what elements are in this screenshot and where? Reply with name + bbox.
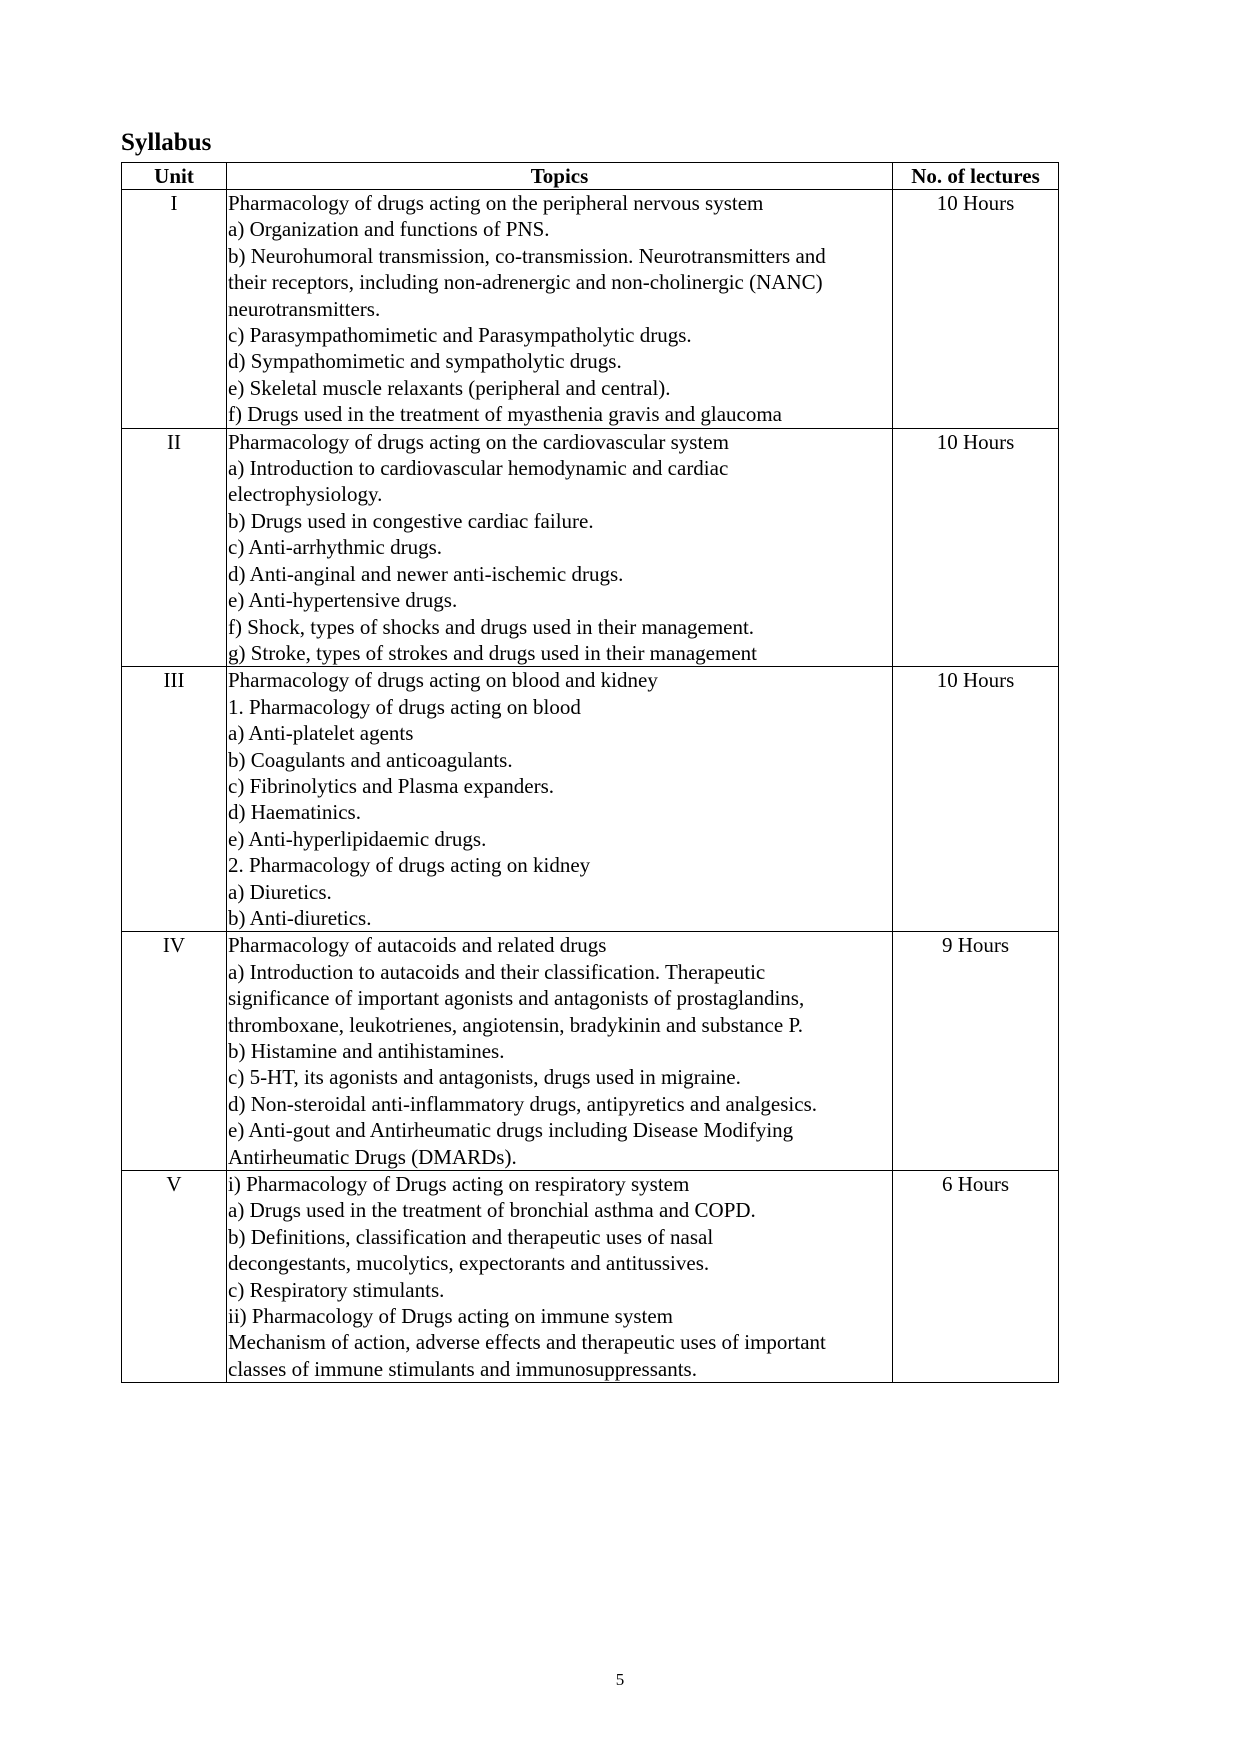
topic-line: b) Histamine and antihistamines. — [228, 1039, 505, 1063]
topic-line: e) Anti-gout and Antirheumatic drugs including Disease Modifying — [228, 1118, 794, 1143]
topic-line: c) Fibrinolytics and Plasma expanders. — [228, 773, 555, 798]
topic-line: 1. Pharmacology of drugs acting on blood — [228, 694, 581, 719]
topic-line: a) Anti-platelet agents — [228, 721, 414, 746]
table-header-row — [122, 163, 1059, 190]
topic-line: Antirheumatic Drugs (DMARDs). — [228, 1144, 517, 1169]
topic-line: Pharmacology of drugs acting on the cardiovascular system — [228, 429, 729, 454]
topics-header: Topics — [227, 163, 893, 190]
topic-line: a) Introduction to autacoids and their classification. Therapeutic — [228, 959, 766, 984]
topics-cell — [227, 190, 893, 429]
topic-line: a) Diuretics. — [228, 879, 332, 904]
topic-line: classes of immune stimulants and immunosuppressants. — [228, 1356, 697, 1381]
topic-line: b) Drugs used in congestive cardiac failure. — [228, 508, 594, 533]
lectures-cell: 6 Hours — [893, 1171, 1059, 1383]
topic-line: c) Respiratory stimulants. — [228, 1277, 445, 1302]
table-row — [122, 1171, 1059, 1383]
topic-line: e) Anti-hypertensive drugs. — [228, 588, 458, 613]
lectures-header: No. of lectures — [893, 163, 1059, 190]
unit-cell: I — [122, 190, 227, 429]
syllabus-table — [121, 162, 1059, 1383]
lectures-cell: 9 Hours — [893, 932, 1059, 1171]
topic-line: b) Definitions, classification and therapeutic uses of nasal — [228, 1224, 714, 1249]
topic-line: electrophysiology. — [228, 482, 383, 507]
topic-line: d) Sympathomimetic and sympatholytic drugs. — [228, 349, 622, 374]
topic-line: d) Haematinics. — [228, 800, 361, 825]
topic-line: e) Skeletal muscle relaxants (peripheral and central). — [228, 375, 671, 400]
topic-line: a) Drugs used in the treatment of bronchial asthma and COPD. — [228, 1198, 756, 1223]
topic-line: a) Organization and functions of PNS. — [228, 217, 550, 242]
topics-cell — [227, 932, 893, 1171]
unit-cell: V — [122, 1171, 227, 1383]
topic-line: d) Non-steroidal anti-inflammatory drugs, antipyretics and analgesics. — [228, 1091, 817, 1116]
topic-line: a) Introduction to cardiovascular hemodynamic and cardiac — [228, 456, 729, 481]
unit-cell: II — [122, 428, 227, 667]
table-row — [122, 190, 1059, 429]
topic-line: Mechanism of action, adverse effects and therapeutic uses of important — [228, 1330, 826, 1355]
lectures-cell: 10 Hours — [893, 667, 1059, 932]
topic-line: ii) Pharmacology of Drugs acting on immune system — [228, 1304, 674, 1329]
topics-cell — [227, 667, 893, 932]
table-row — [122, 932, 1059, 1171]
topics-cell — [227, 428, 893, 667]
lectures-cell: 10 Hours — [893, 190, 1059, 429]
topic-line: b) Neurohumoral transmission, co-transmission. Neurotransmitters and — [228, 243, 826, 268]
topic-line: their receptors, including non-adrenergic and non-cholinergic (NANC) — [228, 270, 823, 295]
topic-line: c) 5-HT, its agonists and antagonists, drugs used in migraine. — [228, 1065, 741, 1090]
topic-line: Pharmacology of drugs acting on blood and kidney — [228, 668, 658, 693]
table-row — [122, 428, 1059, 667]
lectures-cell: 10 Hours — [893, 428, 1059, 667]
unit-cell: III — [122, 667, 227, 932]
topic-line: 2. Pharmacology of drugs acting on kidney — [228, 853, 591, 878]
topic-line: Pharmacology of autacoids and related drugs — [228, 933, 607, 958]
topic-line: i) Pharmacology of Drugs acting on respiratory system — [228, 1172, 690, 1197]
topics-cell — [227, 1171, 893, 1383]
page-title: Syllabus — [121, 129, 212, 156]
unit-cell: IV — [122, 932, 227, 1171]
table-row — [122, 667, 1059, 932]
syllabus-table-body — [122, 190, 1059, 1383]
topic-line: Pharmacology of drugs acting on the peripheral nervous system — [228, 191, 764, 215]
topic-line: f) Drugs used in the treatment of myasthenia gravis and glaucoma — [228, 402, 782, 427]
page-number: 5 — [615, 1670, 625, 1689]
topic-line: c) Anti-arrhythmic drugs. — [228, 535, 443, 560]
topic-line: decongestants, mucolytics, expectorants and antitussives. — [228, 1251, 710, 1276]
topic-line: b) Anti-diuretics. — [228, 905, 372, 930]
topic-line: neurotransmitters. — [228, 296, 381, 321]
topic-line: significance of important agonists and antagonists of prostaglandins, — [228, 986, 805, 1011]
topic-line: g) Stroke, types of strokes and drugs used in their management — [228, 640, 757, 665]
topic-line: e) Anti-hyperlipidaemic drugs. — [228, 826, 487, 851]
topic-line: c) Parasympathomimetic and Parasympatholytic drugs. — [228, 323, 692, 348]
unit-header: Unit — [122, 163, 227, 190]
topic-line: b) Coagulants and anticoagulants. — [228, 747, 513, 772]
topic-line: f) Shock, types of shocks and drugs used in their management. — [228, 614, 755, 639]
topic-line: d) Anti-anginal and newer anti-ischemic drugs. — [228, 561, 624, 586]
topic-line: thromboxane, leukotrienes, angiotensin, bradykinin and substance P. — [228, 1012, 804, 1037]
